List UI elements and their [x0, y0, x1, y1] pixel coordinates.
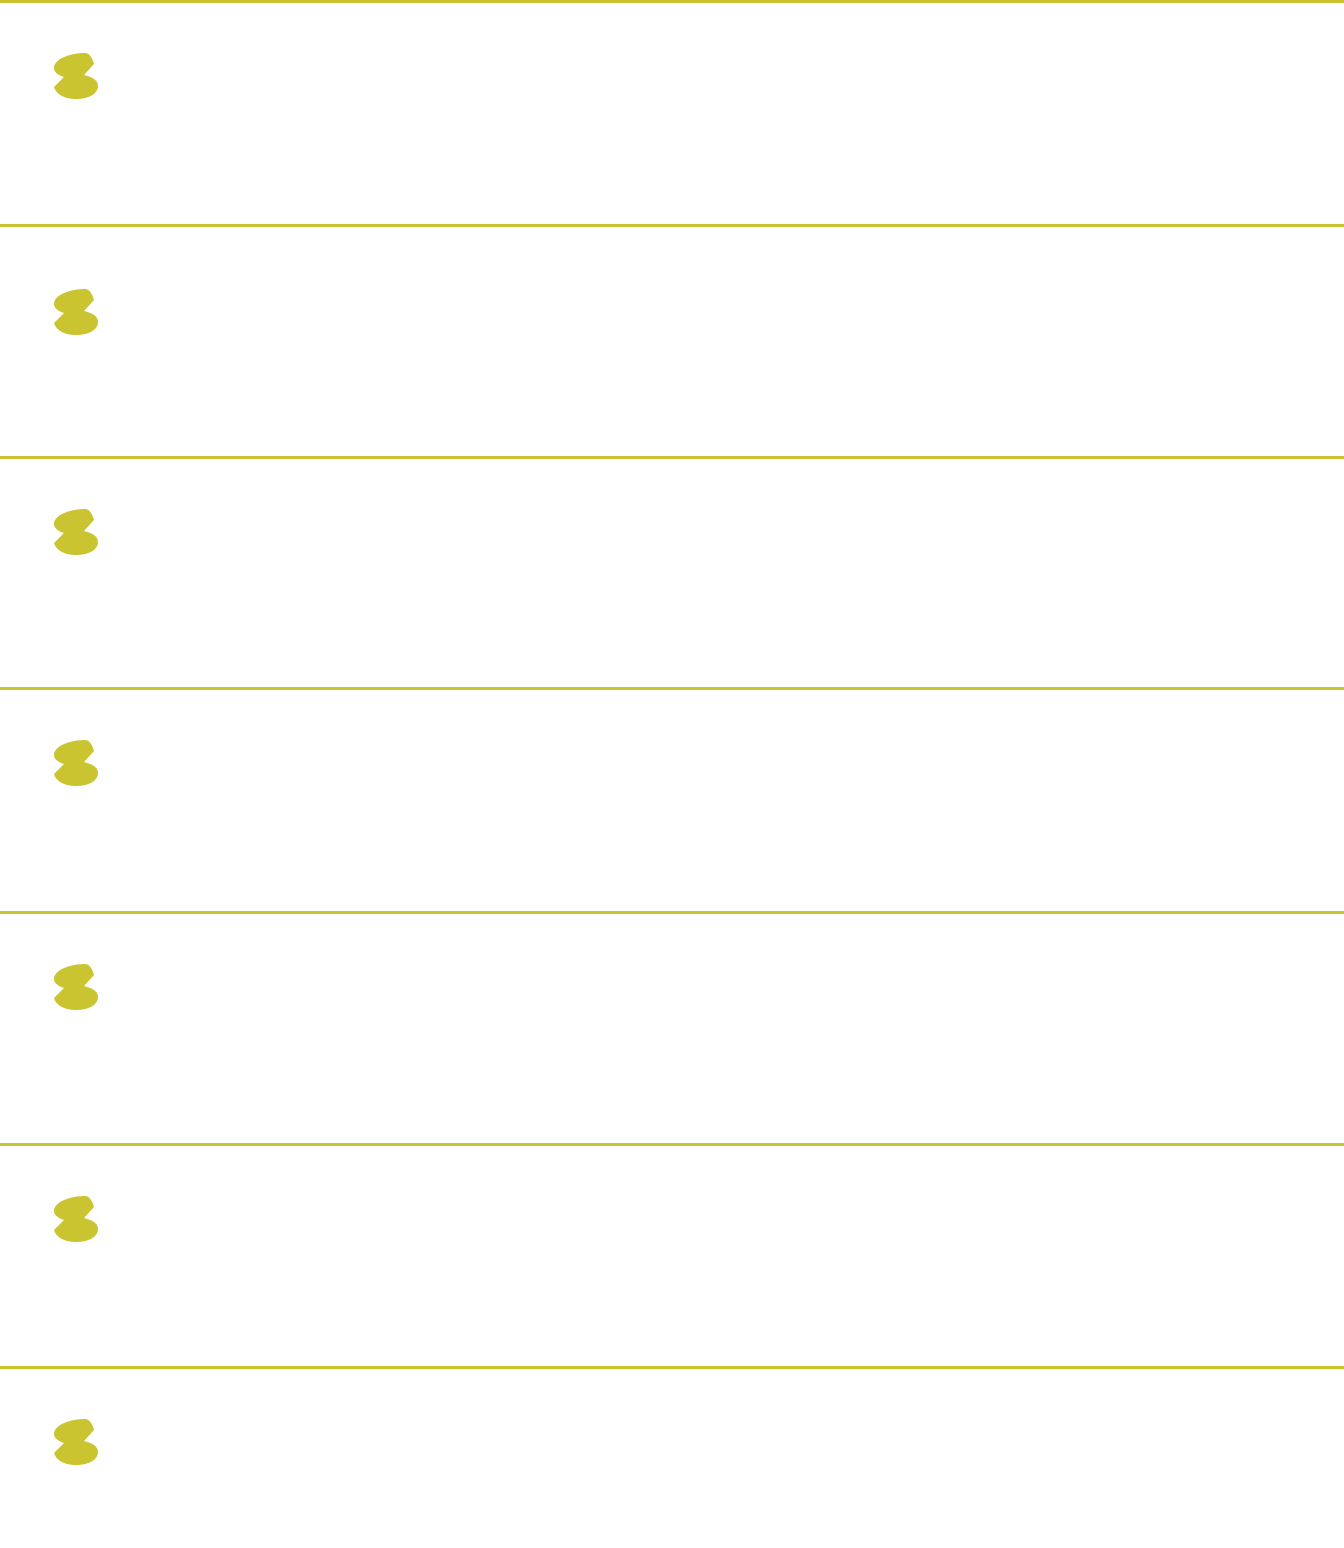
s-logo-icon — [52, 1417, 98, 1465]
list-item[interactable] — [0, 1366, 1344, 1548]
s-logo-icon — [52, 51, 98, 99]
list-item[interactable] — [0, 1143, 1344, 1369]
s-logo-icon — [52, 962, 98, 1010]
list-item[interactable] — [0, 911, 1344, 1146]
s-logo-icon — [52, 287, 98, 335]
list-item[interactable] — [0, 456, 1344, 690]
s-logo-icon — [52, 1194, 98, 1242]
s-logo-icon — [52, 738, 98, 786]
list-item[interactable] — [0, 224, 1344, 458]
list-item[interactable] — [0, 0, 1344, 226]
s-logo-icon — [52, 507, 98, 555]
list-item[interactable] — [0, 687, 1344, 913]
